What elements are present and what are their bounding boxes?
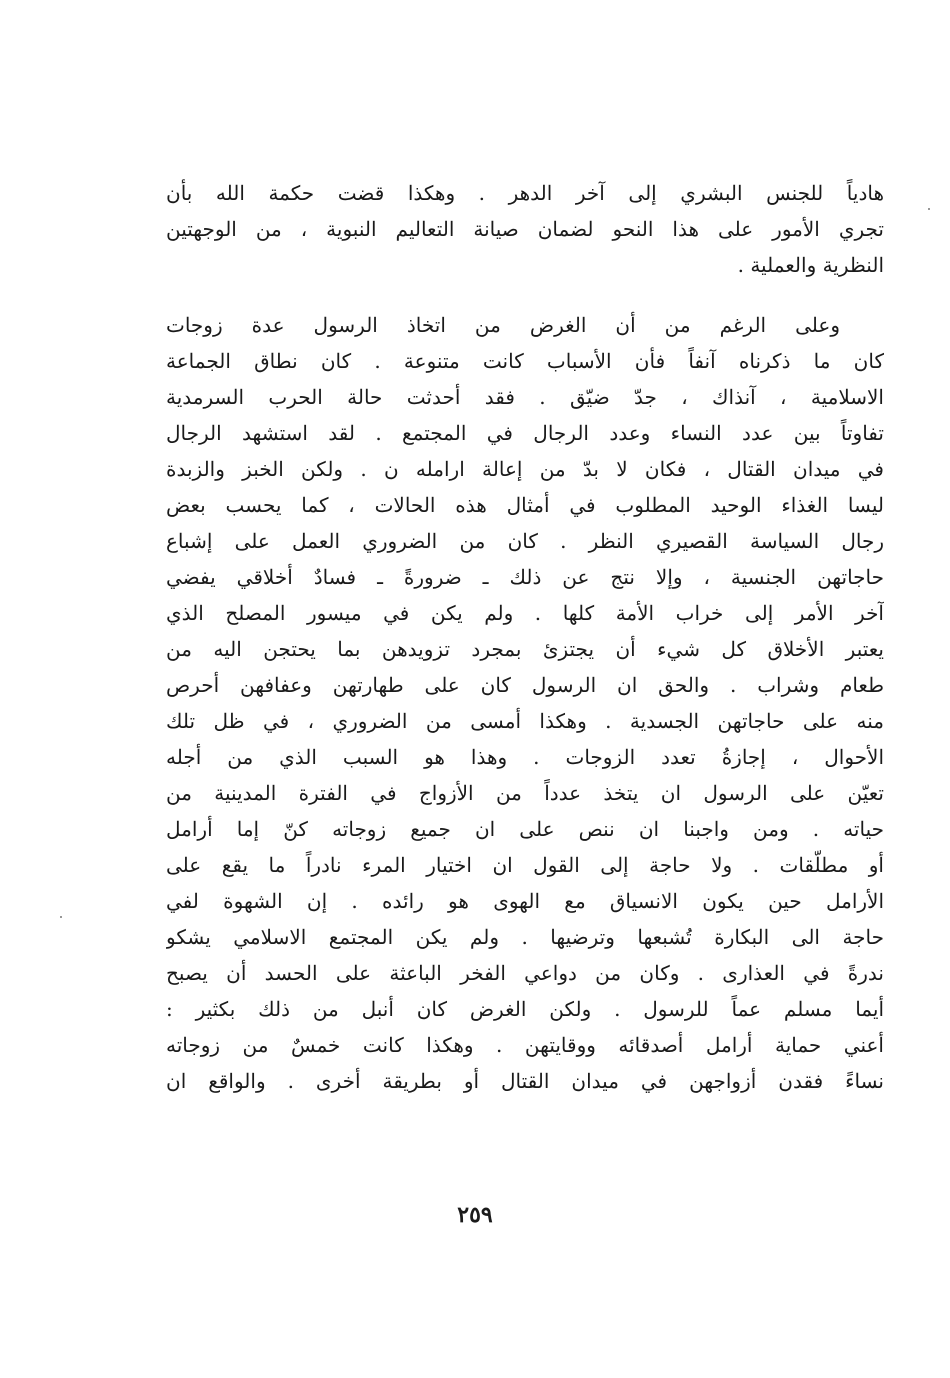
text-line: منه على حاجاتهن الجسدية . وهكذا أمسى من الضروري ، في ظل تلك: [166, 709, 884, 733]
paragraph-1: [166, 175, 884, 283]
text-line: النظرية والعملية .: [737, 253, 884, 277]
text-line: نساءً فقدن أزواجهن في ميدان القتال أو بطريقة أخرى . والواقع ان: [166, 1069, 884, 1093]
text-line: ندرةً في العذارى . وكان من دواعي الفخر الباعثة على الحسد أن يصبح: [166, 961, 884, 985]
text-line: وعلى الرغم من أن الغرض من اتخاذ الرسول عدة زوجات: [166, 313, 840, 337]
text-line: أعني حماية أرامل أصدقائه ووقايتهن . وهكذا كانت خمسٌ من زوجاته: [166, 1033, 884, 1057]
text-line: تعيّن على الرسول ان يتخذ عدداً من الأزواج في الفترة المدينية من: [166, 781, 884, 805]
text-line: الأرامل حين يكون الانسياق مع الهوى هو رائده . إن الشهوة لفي: [166, 889, 884, 913]
text-line: آخر الأمر إلى خراب الأمة كلها . ولم يكن في ميسور المصلح الذي: [166, 601, 884, 625]
text-line: تجري الأمور على هذا النحو لضمان صيانة التعاليم النبوية ، من الوجهتين: [166, 217, 884, 241]
text-line: تفاوتاً بين عدد النساء وعدد الرجال في المجتمع . لقد استشهد الرجال: [166, 421, 884, 445]
text-line: حاجة الى البكارة تُشبعها وترضيها . ولم يكن المجتمع الاسلامي يشكو: [166, 925, 884, 949]
paragraph-2: [166, 307, 884, 1099]
scan-speck: [60, 916, 62, 918]
text-line: حياته . ومن واجبنا ان ننص على ان جميع زوجاته كنّ إما أرامل: [166, 817, 884, 841]
text-line: كان ما ذكرناه آنفاً فأن الأسباب كانت متنوعة . كان نطاق الجماعة: [166, 349, 884, 373]
text-line: حاجاتهن الجنسية ، وإلا نتج عن ذلك ـ ضرورةً ـ فسادٌ أخلاقي يفضي: [166, 565, 884, 589]
text-line: أيما مسلم عماً للرسول . ولكن الغرض كان أنبل من ذلك بكثير :: [166, 997, 884, 1021]
scan-speck: [928, 208, 930, 210]
text-line: يعتبر الأخلاق كل شيء أن يجتزئ بمجرد تزويدهن بما يحتجن اليه من: [166, 637, 884, 661]
page-number: ٢٥٩: [457, 1202, 493, 1228]
text-line: أو مطلّقات . ولا حاجة إلى القول ان اختيار المرء نادراً ما يقع على: [166, 853, 884, 877]
text-line: ليسا الغذاء الوحيد المطلوب في أمثال هذه الحالات ، كما يحسب بعض: [166, 493, 884, 517]
text-line: في ميدان القتال ، فكان لا بدّ من إعالة ارامله ن . ولكن الخبز والزبدة: [166, 457, 884, 481]
text-line: الاسلامية ، آنذاك ، جدّ ضيّق . فقد أحدثت حالة الحرب السرمدية: [166, 385, 884, 409]
text-line: طعام وشراب . والحق ان الرسول كان على طهارتهن وعفافهن أحرص: [166, 673, 884, 697]
text-line: هادياً للجنس البشري إلى آخر الدهر . وهكذا قضت حكمة الله بأن: [166, 181, 884, 205]
text-line: رجال السياسة القصيري النظر . كان من الضروري العمل على إشباع: [166, 529, 884, 553]
text-line: الأحوال ، إجازةُ تعدد الزوجات . وهذا هو السبب الذي من أجله: [166, 745, 884, 769]
